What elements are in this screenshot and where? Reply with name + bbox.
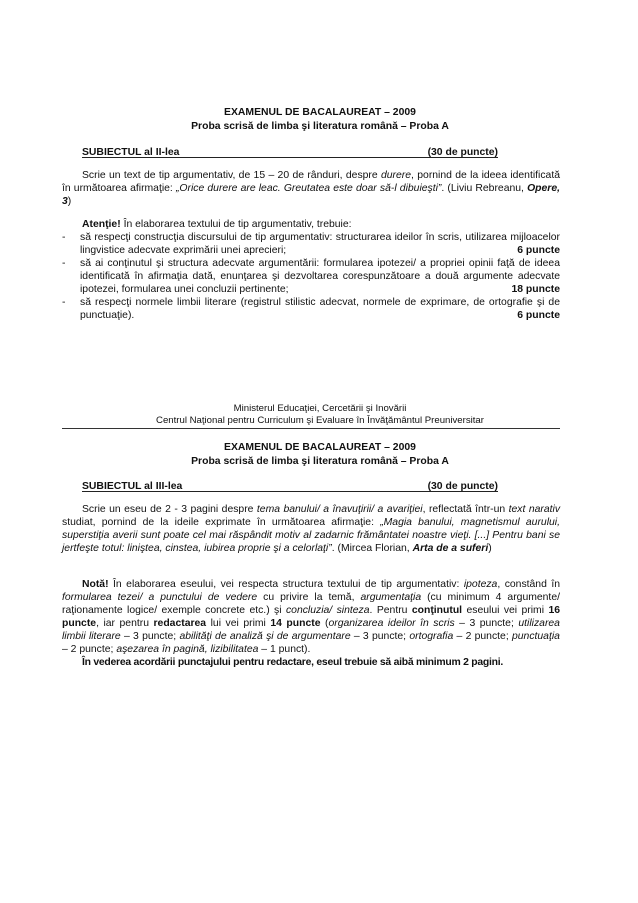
note-bold: 14 puncte xyxy=(270,618,321,629)
task-text: . (Mircea Florian, xyxy=(331,543,413,554)
note-text: eseului vei primi xyxy=(462,605,549,616)
exam1-subject-label: SUBIECTUL al II-lea xyxy=(82,147,180,158)
note-text: – 3 puncte; xyxy=(454,618,519,629)
note-term: formularea tezei/ a punctului de vedere xyxy=(62,592,258,603)
requirement-text: să respecţi construcţia discursului de tip argumentativ: structurarea ideilor în scris, utilizarea mijloacelor lingvistice adecvate exprimării unei aprecieri; xyxy=(80,232,560,256)
ministry-name: Ministerul Educaţiei, Cercetării şi Inovării xyxy=(233,403,407,414)
note-text: – 2 puncte; xyxy=(62,644,117,655)
exam1-subject-points: (30 de puncte) xyxy=(427,147,498,158)
task-text: . (Liviu Rebreanu, xyxy=(441,183,528,194)
requirement-points: 18 puncte xyxy=(511,284,560,295)
note-text: În elaborarea eseului, vei respecta structura textului de tip argumentativ: xyxy=(108,579,464,590)
note-bold: redactarea xyxy=(153,618,207,629)
ministry-center: Centrul Naţional pentru Curriculum şi Evaluare în Învăţământul Preuniversitar xyxy=(156,415,484,426)
requirement-item xyxy=(62,231,560,257)
exam1-subtitle: Proba scrisă de limba şi literatura română – Proba A xyxy=(191,121,449,132)
exam2-subtitle: Proba scrisă de limba şi literatura română – Proba A xyxy=(191,456,449,467)
task-text: , reflectată într-un xyxy=(422,504,509,515)
note-text: lui vei primi xyxy=(206,618,271,629)
attention-line xyxy=(62,218,560,231)
note-text: – 3 puncte; xyxy=(120,631,180,642)
exam1-title: EXAMENUL DE BACALAUREAT – 2009 xyxy=(224,107,416,118)
attention-label: Atenţie! xyxy=(82,219,121,230)
task-text: Scrie un eseu de 2 - 3 pagini despre xyxy=(82,504,257,515)
requirement-points: 6 puncte xyxy=(517,310,560,321)
note-text: , iar pentru xyxy=(96,618,154,629)
subject-underline xyxy=(82,491,498,492)
exam2-note-paragraph xyxy=(62,578,560,669)
attention-text: În elaborarea textului de tip argumentativ, trebuie: xyxy=(120,219,352,230)
task-quote: „Orice durere are leac. Greutatea este doar să-l dibuieşti” xyxy=(175,183,442,194)
exam2-title: EXAMENUL DE BACALAUREAT – 2009 xyxy=(224,442,416,453)
note-term: concluzia/ sinteza xyxy=(285,605,370,616)
task-text: studiat, pornind de la ideile exprimate în următoarea afirmaţie: xyxy=(62,517,381,528)
task-text: Scrie un text de tip argumentativ, de 15 – 20 de rânduri, despre xyxy=(82,170,381,181)
note-term: abilităţi de analiză şi de argumentare xyxy=(179,631,351,642)
note-text: , constând în xyxy=(497,579,561,590)
note-text: – 3 puncte; xyxy=(350,631,410,642)
note-text: cu privire la temă, xyxy=(257,592,361,603)
final-requirement: În vederea acordării punctajului pentru redactare, eseul trebuie să aibă minimum 2 pagini. xyxy=(82,657,503,668)
note-term: punctuaţia xyxy=(511,631,560,642)
requirement-text: să ai conţinutul şi structura adecvate argumentării: formularea ipotezei/ a propriei opinii faţă de ideea identificată în afirmaţia dată, enunţarea şi dezvoltarea corespunzătoare a două argumente adecvate ipotezei, formularea unei concluzii pertinente; xyxy=(80,258,560,295)
exam2-subject-label: SUBIECTUL al III-lea xyxy=(82,481,183,492)
task-keyword: text narativ xyxy=(508,504,561,515)
list-dash: - xyxy=(62,232,66,243)
requirement-item xyxy=(62,257,560,296)
note-term: organizarea ideilor în scris xyxy=(328,618,455,629)
note-term: utilizarea limbii literare xyxy=(62,618,560,642)
list-dash: - xyxy=(62,258,66,269)
requirement-points: 6 puncte xyxy=(517,245,560,256)
note-term: aşezarea în pagină, lizibilitatea xyxy=(116,644,259,655)
exam2-subject-heading xyxy=(82,480,498,493)
requirement-text: să respecţi normele limbii literare (registrul stilistic adecvat, normele de exprimare, de ortografie şi de punctuaţie). xyxy=(80,297,560,321)
exam1-subject-heading xyxy=(82,146,498,159)
note-term: ortografia xyxy=(409,631,454,642)
requirement-item xyxy=(62,296,560,322)
note-bold: 16 puncte xyxy=(62,605,560,629)
note-term: ipoteza xyxy=(463,579,498,590)
task-text: ) xyxy=(488,543,492,554)
task-theme: tema banului/ a înavuţirii/ a avariţiei xyxy=(256,504,423,515)
header-divider xyxy=(62,428,560,429)
exam2-subject-points: (30 de puncte) xyxy=(427,481,498,492)
task-work-title: Arta de a suferi xyxy=(412,543,489,554)
exam1-task-paragraph xyxy=(62,169,560,208)
note-term: argumentaţia xyxy=(360,592,422,603)
task-keyword: durere xyxy=(381,170,412,181)
note-text: ( xyxy=(320,618,329,629)
note-text: . Pentru xyxy=(369,605,412,616)
exam2-task-paragraph xyxy=(62,503,560,555)
subject-underline xyxy=(82,157,498,158)
note-bold: conţinutul xyxy=(411,605,463,616)
note-text: – 1 punct). xyxy=(258,644,311,655)
task-text: , pornind de la ideea identificată în următoarea afirmaţie: xyxy=(62,170,560,194)
task-work-title: Opere, 3 xyxy=(62,183,560,207)
task-quote: „Magia banului, magnetismul aurului, superstiţia averii sunt poate cel mai răspândit motiv al zadarnic frământatei noastre vieţi. [...] Pentru bani se jertfeşte totul: liniştea, cinstea, iubirea proprie şi a celorlaţi” xyxy=(62,517,560,554)
note-label: Notă! xyxy=(82,579,109,590)
list-dash: - xyxy=(62,297,66,308)
task-text: ) xyxy=(67,196,72,207)
note-text: (cu minimum 4 argumente/ raţionamente logice/ exemple concrete etc.) şi xyxy=(62,592,560,616)
exam1-attention-block xyxy=(62,218,560,322)
note-text: – 2 puncte; xyxy=(453,631,512,642)
